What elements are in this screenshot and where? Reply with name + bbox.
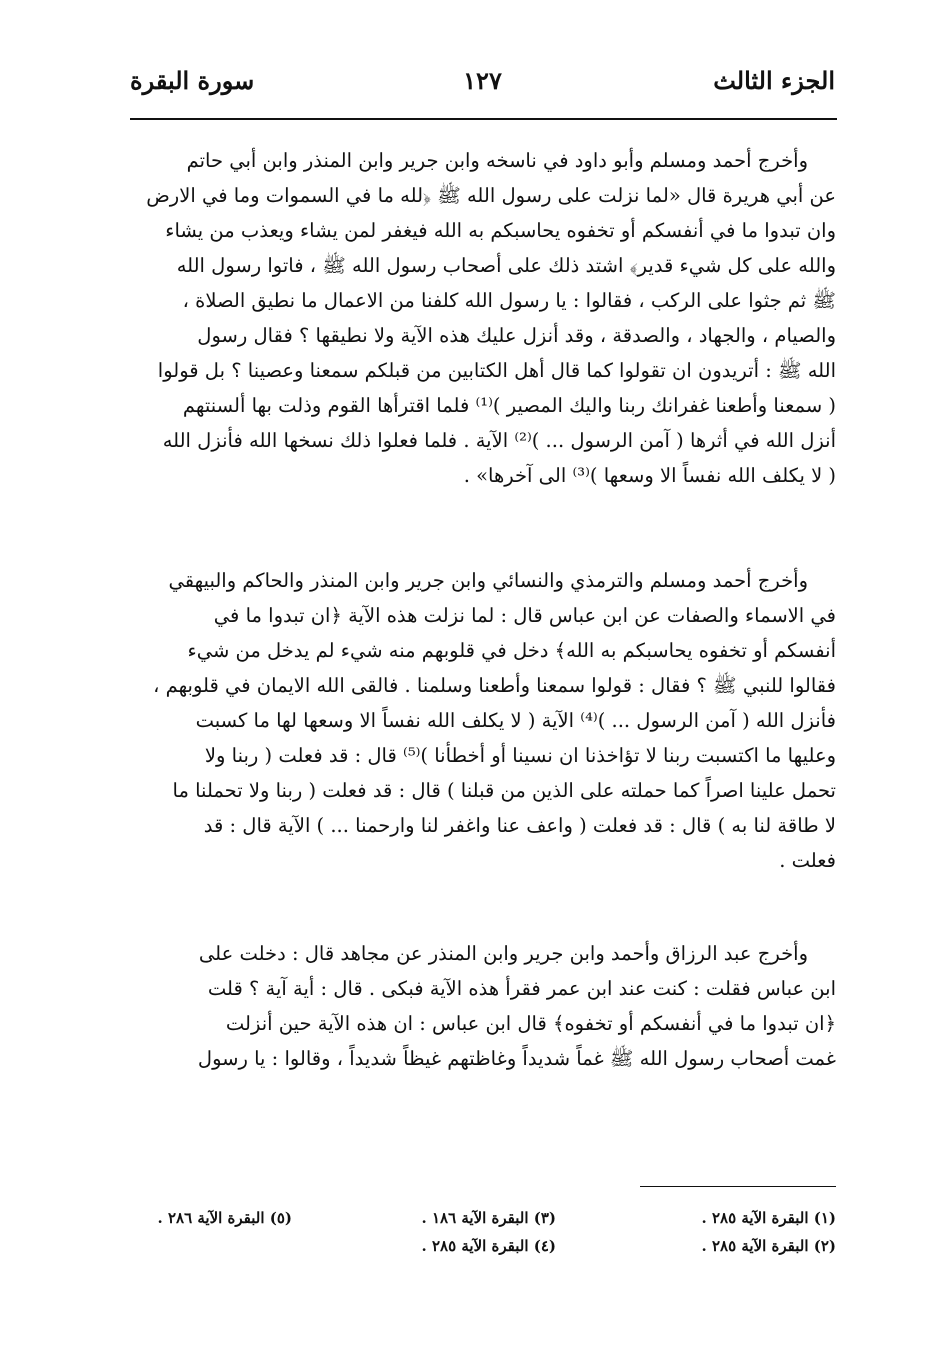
text-line: غمت أصحاب رسول الله ﷺ غماً شديداً وغاظتهم غيظاً شديداً ، وقالوا : يا رسول [197,1047,836,1070]
page-header [130,62,835,106]
footnote-rule [640,1186,836,1187]
text-line: فقالوا للنبي ﷺ ؟ فقال : قولوا سمعنا وأطعنا وسلمنا . فالقى الله الايمان في قلوبهم ، [153,674,836,697]
text-line: تحمل علينا اصراً كما حملته على الذين من قبلنا ) قال : قد فعلت ( ربنا ولا تحملنا ما [172,779,836,802]
text-line: والصيام ، والجهاد ، والصدقة ، وقد أنزل عليك هذه الآية ولا نطيقها ؟ فقال رسول [197,324,836,347]
paragraph-3 [130,936,836,1076]
text-line: وأخرج أحمد ومسلم وأبو داود في ناسخه وابن جرير وابن المنذر وابن أبي حاتم [186,149,808,172]
text-line: أنزل الله في أثرها ( آمن الرسول ... )⁽²⁾ الآية . فلما فعلوا ذلك نسخها الله فأنزل الله [162,429,836,452]
paragraph-1 [130,143,836,493]
text-line: أنفسكم أو تخفوه يحاسبكم به الله﴾ دخل في قلوبهم منه شيء لم يدخل من شيء [187,639,836,662]
header-rule [130,118,837,120]
text-line: وأخرج أحمد ومسلم والترمذي والنسائي وابن جرير وابن المنذر والحاكم والبيهقي [168,569,808,592]
text-line: فعلت . [779,849,836,872]
footnote-5: (٥) البقرة الآية ٢٨٦ . [157,1209,292,1227]
text-line: وأخرج عبد الرزاق وأحمد وابن جرير وابن المنذر عن مجاهد قال : دخلت على [198,942,808,965]
text-line: ابن عباس فقلت : كنت عند ابن عمر فقرأ هذه الآية فبكى . قال : أية آية ؟ قلت [207,977,836,1000]
text-line: ﴿ان تبدوا ما في أنفسكم أو تخفوه﴾ قال ابن عباس : ان هذه الآية حين أنزلت [225,1012,836,1035]
text-line: لا طاقة لنا به ) قال : قد فعلت ( واعف عنا واغفر لنا وارحمنا ... ) الآية قال : قد [203,814,836,837]
text-line: في الاسماء والصفات عن ابن عباس قال : لما نزلت هذه الآية ﴿ان تبدوا ما في [213,604,836,627]
text-line: وان تبدوا ما في أنفسكم أو تخفوه يحاسبكم به الله فيغفر لمن يشاء ويعذب من يشاء [165,219,836,242]
part-title: الجزء الثالث [713,66,835,95]
footnote-1: (١) البقرة الآية ٢٨٥ . [701,1209,836,1227]
text-line: فأنزل الله ( آمن الرسول ... )⁽⁴⁾ الآية ( لا يكلف الله نفساً الا وسعها لها ما كسبت [195,709,836,732]
footnote-3: (٣) البقرة الآية ١٨٦ . [421,1209,556,1227]
text-line: والله على كل شيء قدير﴾ اشتد ذلك على أصحاب رسول الله ﷺ ، فاتوا رسول الله [176,254,836,277]
text-line: ( سمعنا وأطعنا غفرانك ربنا واليك المصير )⁽¹⁾ فلما اقترأها القوم وذلت بها ألسنتهم [182,394,836,417]
footnote-2: (٢) البقرة الآية ٢٨٥ . [701,1237,836,1255]
footnote-4: (٤) البقرة الآية ٢٨٥ . [421,1237,556,1255]
text-line: ﷺ ثم جثوا على الركب ، فقالوا : يا رسول الله كلفنا من الاعمال ما نطيق الصلاة ، [182,289,836,312]
text-line: ( لا يكلف الله نفساً الا وسعها )⁽³⁾ الى آخرها» . [463,464,836,487]
text-line: الله ﷺ : أتريدون ان تقولوا كما قال أهل الكتابين من قبلكم سمعنا وعصينا ؟ بل قولوا [157,359,836,382]
surah-title: سورة البقرة [130,66,255,95]
text-line: وعليها ما اكتسبت ربنا لا تؤاخذنا ان نسينا أو أخطأنا )⁽⁵⁾ قال : قد فعلت ( ربنا ولا [204,744,836,767]
text-line: عن أبي هريرة قال «لما نزلت على رسول الله ﷺ ﴿لله ما في السموات وما في الارض [146,184,836,207]
page-number: ١٢٧ [463,66,502,95]
paragraph-2 [130,563,836,878]
